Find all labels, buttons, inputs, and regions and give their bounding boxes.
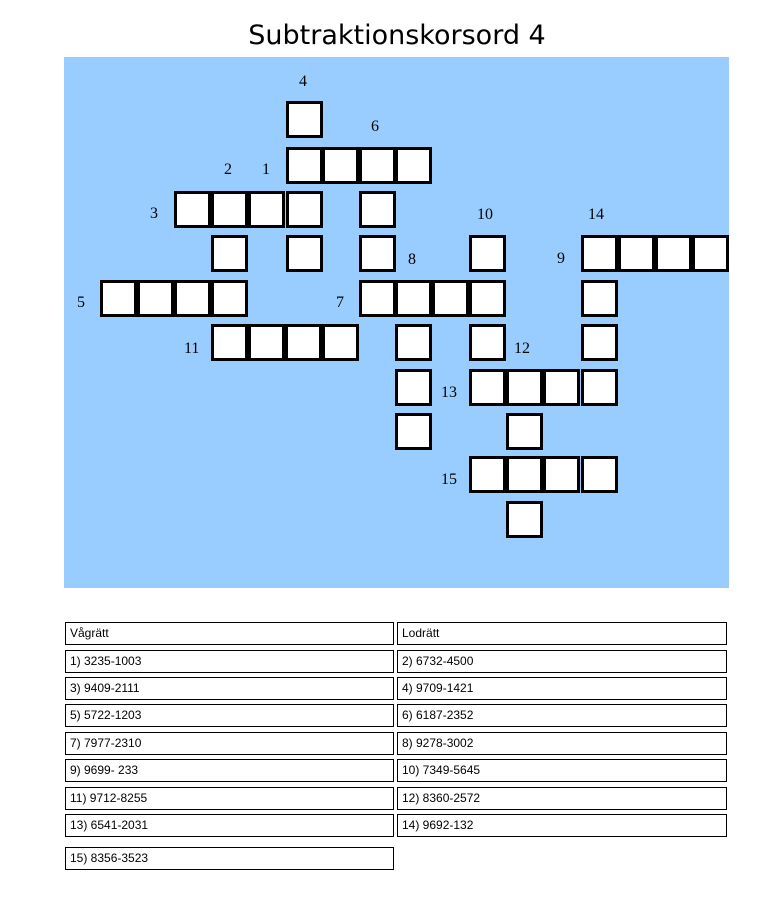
clue-number: 13 — [441, 384, 457, 401]
crossword-cell[interactable] — [506, 501, 543, 538]
across-clue: 15) 8356-3523 — [65, 847, 394, 870]
across-clue: 3) 9409-2111 — [65, 677, 394, 700]
clue-number: 9 — [557, 250, 565, 267]
clue-number: 14 — [588, 206, 604, 223]
across-clue: 1) 3235-1003 — [65, 650, 394, 673]
down-clue: 6) 6187-2352 — [397, 704, 727, 727]
crossword-cell[interactable] — [581, 456, 618, 493]
crossword-cell[interactable] — [174, 191, 211, 228]
crossword-cell[interactable] — [322, 324, 359, 361]
crossword-cell[interactable] — [692, 235, 729, 272]
crossword-cell[interactable] — [395, 369, 432, 406]
crossword-cell[interactable] — [100, 280, 137, 317]
crossword-cell[interactable] — [359, 147, 396, 184]
crossword-board — [64, 57, 729, 588]
crossword-cell[interactable] — [506, 413, 543, 450]
down-clue: 8) 9278-3002 — [397, 732, 727, 755]
clue-number: 11 — [184, 340, 200, 357]
crossword-cell[interactable] — [359, 235, 396, 272]
crossword-cell[interactable] — [174, 280, 211, 317]
down-clue: 4) 9709-1421 — [397, 677, 727, 700]
down-clue: 2) 6732-4500 — [397, 650, 727, 673]
crossword-cell[interactable] — [395, 147, 432, 184]
crossword-cell[interactable] — [248, 191, 285, 228]
down-clue: 14) 9692-132 — [397, 814, 727, 837]
crossword-cell[interactable] — [581, 369, 618, 406]
crossword-cell[interactable] — [432, 280, 469, 317]
crossword-cell[interactable] — [395, 280, 432, 317]
crossword-cell[interactable] — [286, 147, 323, 184]
crossword-cell[interactable] — [543, 369, 580, 406]
clue-number: 3 — [150, 205, 158, 222]
down-clue: 12) 8360-2572 — [397, 787, 727, 810]
crossword-cell[interactable] — [286, 235, 323, 272]
clue-number: 10 — [477, 206, 493, 223]
crossword-cell[interactable] — [286, 191, 323, 228]
crossword-cell[interactable] — [506, 456, 543, 493]
crossword-cell[interactable] — [581, 280, 618, 317]
crossword-cell[interactable] — [469, 456, 506, 493]
across-clue: 5) 5722-1203 — [65, 704, 394, 727]
clue-number: 15 — [441, 471, 457, 488]
crossword-cell[interactable] — [286, 101, 323, 138]
page-title: Subtraktionskorsord 4 — [248, 20, 546, 51]
crossword-cell[interactable] — [285, 324, 322, 361]
crossword-cell[interactable] — [211, 280, 248, 317]
crossword-cell[interactable] — [506, 369, 543, 406]
across-header: Vågrätt — [65, 622, 394, 645]
crossword-cell[interactable] — [137, 280, 174, 317]
crossword-cell[interactable] — [655, 235, 692, 272]
crossword-cell[interactable] — [395, 413, 432, 450]
crossword-cell[interactable] — [581, 235, 618, 272]
clue-number: 5 — [77, 294, 85, 311]
clue-number: 8 — [408, 251, 416, 268]
clue-number: 7 — [336, 294, 344, 311]
crossword-cell[interactable] — [469, 235, 506, 272]
across-clue: 9) 9699- 233 — [65, 759, 394, 782]
crossword-cell[interactable] — [322, 147, 359, 184]
crossword-cell[interactable] — [359, 280, 396, 317]
crossword-cell[interactable] — [248, 324, 285, 361]
clue-number: 12 — [514, 340, 530, 357]
across-clue: 11) 9712-8255 — [65, 787, 394, 810]
crossword-cell[interactable] — [469, 369, 506, 406]
crossword-cell[interactable] — [469, 280, 506, 317]
down-header: Lodrätt — [397, 622, 727, 645]
crossword-cell[interactable] — [543, 456, 580, 493]
clue-number: 6 — [371, 118, 379, 135]
clue-number: 1 — [262, 161, 270, 178]
crossword-cell[interactable] — [211, 324, 248, 361]
crossword-cell[interactable] — [469, 324, 506, 361]
crossword-cell[interactable] — [211, 191, 248, 228]
crossword-cell[interactable] — [395, 324, 432, 361]
clue-number: 2 — [224, 161, 232, 178]
crossword-cell[interactable] — [359, 191, 396, 228]
down-clue: 10) 7349-5645 — [397, 759, 727, 782]
clue-number: 4 — [299, 73, 307, 90]
across-clue: 7) 7977-2310 — [65, 732, 394, 755]
crossword-cell[interactable] — [211, 235, 248, 272]
crossword-cell[interactable] — [581, 324, 618, 361]
across-clue: 13) 6541-2031 — [65, 814, 394, 837]
crossword-cell[interactable] — [618, 235, 655, 272]
